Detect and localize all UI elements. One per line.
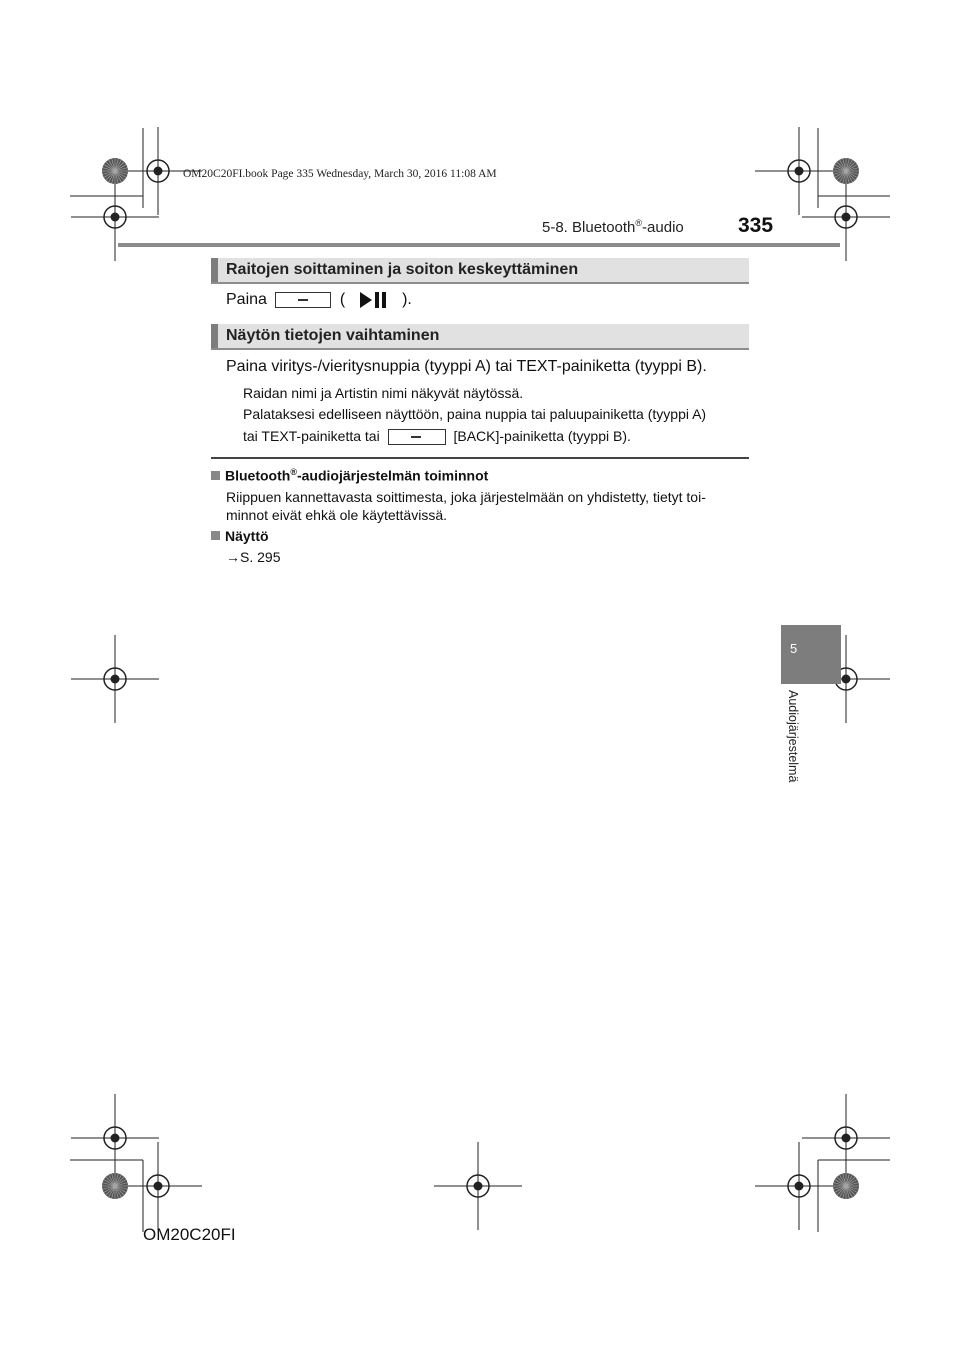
bullet-square-icon [211, 531, 220, 540]
main-instruction: Paina viritys-/vieritysnuppia (tyyppi A) tai TEXT-painiketta (tyyppi B). [226, 358, 707, 375]
press-instruction: Paina ( ). [226, 291, 412, 309]
note-heading-display: Näyttö [211, 528, 269, 544]
header-section-title: 5-8. Bluetooth®-audio [542, 218, 684, 236]
section-title: Raitojen soittaminen ja soiton keskeyttäminen [226, 261, 579, 278]
button-key-icon [275, 292, 331, 308]
info-line: tai TEXT-painiketta tai [BACK]-painiketta (tyyppi B). [243, 428, 631, 444]
footer-code: OM20C20FI [143, 1225, 236, 1244]
bullet-square-icon [211, 471, 220, 480]
page-reference-link[interactable]: →S. 295 [226, 549, 281, 565]
note-text: Riippuen kannettavasta soittimesta, joka järjestelmään on yhdistetty, tietyt toi- [226, 489, 706, 505]
note-heading-bluetooth: Bluetooth®-audiojärjestelmän toiminnot [211, 467, 488, 484]
registered-mark: ® [635, 218, 643, 228]
chapter-number: 5 [790, 641, 798, 656]
section-title: Näytön tietojen vaihtaminen [226, 327, 440, 344]
info-line: Palataksesi edelliseen näyttöön, paina nuppia tai paluupainiketta (tyyppi A) [243, 406, 707, 422]
info-line: Raidan nimi ja Artistin nimi näkyvät näytössä. [243, 385, 524, 401]
section-heading-play-pause [211, 258, 749, 284]
header-rule [118, 243, 840, 247]
section-heading-display-info [211, 324, 749, 350]
chapter-tab [781, 625, 841, 684]
play-pause-icon [358, 291, 390, 309]
chapter-label: Audiojärjestelmä [786, 690, 800, 783]
registered-mark: ® [290, 467, 297, 477]
page-number: 335 [738, 214, 774, 237]
book-info: OM20C20FI.book Page 335 Wednesday, March 30, 2016 11:08 AM [183, 168, 497, 180]
note-text: minnot eivät ehkä ole käytettävissä. [226, 507, 448, 523]
section-divider [211, 457, 749, 459]
button-key-icon [388, 429, 446, 445]
